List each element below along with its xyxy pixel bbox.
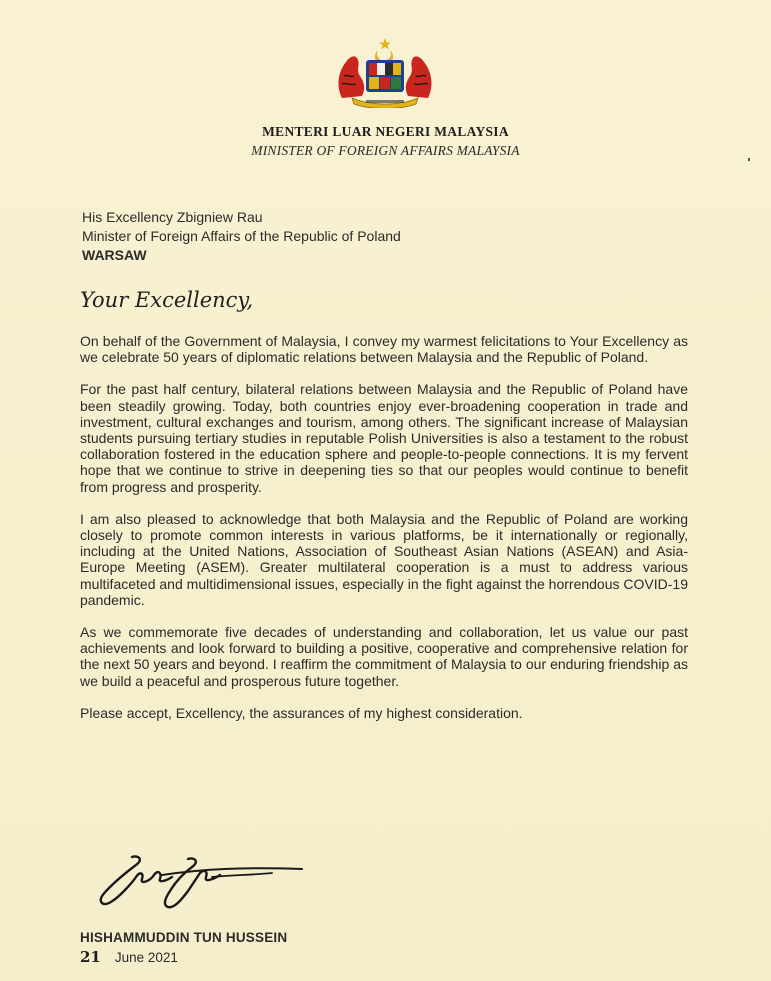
ministry-subtitle: MINISTER OF FOREIGN AFFAIRS MALAYSIA	[251, 143, 520, 158]
malaysia-coat-of-arms-icon	[330, 36, 440, 108]
recipient-name: His Excellency Zbigniew Rau	[82, 209, 263, 225]
paragraph: I am also pleased to acknowledge that both Malaysia and the Republic of Poland are working closely to promote common interests in various platforms, be it internationally or regionally, including at the United Nations, Association of Southeast Asian Nations (ASEAN) and Asia-Europe Meeting (ASEM). Greater multilateral cooperation is a must to address various multifaceted and multidimensional issues, especially in the fight against the horrendous COVID-19 pandemic.	[80, 510, 688, 608]
handwritten-signature-icon	[92, 853, 307, 913]
paragraph: For the past half century, bilateral relations between Malaysia and the Republic of Poland have been steadily growing. Today, both countries enjoy ever-broadening cooperation in trade and investment, cultural exchanges and tourism, among others. The significant increase of Malaysian students pursuing tertiary studies in reputable Polish Universities is also a testament to the robust collaboration fostered in the education sphere and people-to-people connections. It is my fervent hope that we continue to strive in deepening ties so that our peoples would continue to benefit from progress and prosperity.	[80, 381, 688, 495]
date-day: 21	[80, 948, 101, 966]
paper-speck	[748, 158, 750, 161]
date-month-year: June 2021	[114, 949, 178, 965]
letter-body	[80, 333, 688, 737]
recipient-city: WARSAW	[82, 247, 147, 263]
paragraph: Please accept, Excellency, the assurances of my highest consideration.	[80, 704, 523, 721]
recipient-address	[82, 208, 401, 265]
salutation-text: Your Excellency,	[80, 288, 254, 312]
letter-date	[80, 948, 178, 966]
paragraph: As we commemorate five decades of understanding and collaboration, let us value our past achievements and look forward to building a positive, cooperative and comprehensive relation for the next 50 years and beyond. I reaffirm the commitment of Malaysia to our enduring friendship as we build a peaceful and prosperous future together.	[80, 624, 688, 689]
recipient-position: Minister of Foreign Affairs of the Republic of Poland	[82, 228, 401, 244]
signatory-name: HISHAMMUDDIN TUN HUSSEIN	[80, 930, 288, 945]
ministry-title: MENTERI LUAR NEGERI MALAYSIA	[262, 124, 509, 139]
handwritten-salutation	[78, 283, 278, 323]
paragraph: On behalf of the Government of Malaysia, I convey my warmest felicitations to Your Excellency as we celebrate 50 years of diplomatic relations between Malaysia and the Republic of Poland.	[80, 333, 688, 366]
